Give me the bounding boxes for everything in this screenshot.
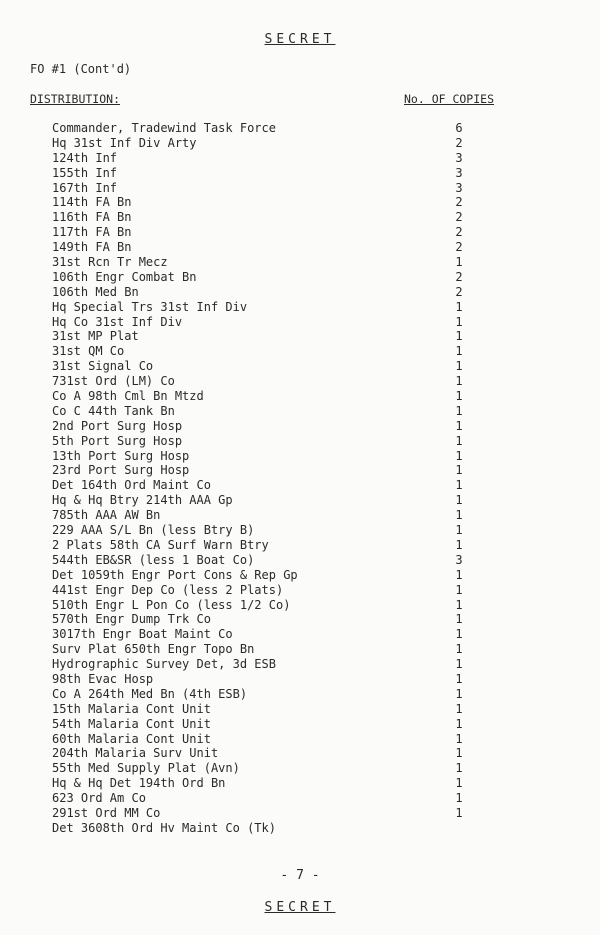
copies-count: 1	[455, 701, 463, 716]
unit-name: Co A 98th Cml Bn Mtzd	[52, 389, 204, 404]
unit-name: 623 Ord Am Co	[52, 791, 146, 806]
distribution-row	[0, 732, 600, 747]
distribution-list	[0, 121, 600, 836]
unit-name: 54th Malaria Cont Unit	[52, 716, 211, 731]
copies-count: 1	[455, 478, 463, 493]
copies-count: 1	[455, 686, 463, 701]
copies-count: 3	[455, 150, 463, 165]
distribution-row	[0, 315, 600, 330]
copies-count: 2	[455, 269, 463, 284]
copies-count: 1	[455, 627, 463, 642]
unit-name: Det 164th Ord Maint Co	[52, 478, 211, 493]
copies-count: 1	[455, 716, 463, 731]
distribution-row	[0, 121, 600, 136]
distribution-row	[0, 746, 600, 761]
copies-count: 1	[455, 359, 463, 374]
copies-count: 1	[455, 731, 463, 746]
distribution-row	[0, 627, 600, 642]
unit-name: 114th FA Bn	[52, 195, 132, 210]
distribution-row	[0, 538, 600, 553]
distribution-row	[0, 255, 600, 270]
distribution-row	[0, 776, 600, 791]
copies-count: 1	[455, 523, 463, 538]
copies-count: 1	[455, 314, 463, 329]
distribution-row	[0, 300, 600, 315]
unit-name: Hq Special Trs 31st Inf Div	[52, 299, 248, 314]
distribution-row	[0, 374, 600, 389]
unit-name: 106th Med Bn	[52, 284, 139, 299]
unit-name: 106th Engr Combat Bn	[52, 269, 197, 284]
copies-count: 1	[455, 671, 463, 686]
copies-count: 1	[455, 642, 463, 657]
copies-count: 1	[455, 508, 463, 523]
unit-name: 31st Rcn Tr Mecz	[52, 255, 168, 270]
copies-count: 2	[455, 210, 463, 225]
distribution-row	[0, 329, 600, 344]
unit-name: Det 1059th Engr Port Cons & Rep Gp	[52, 567, 298, 582]
distribution-row	[0, 702, 600, 717]
distribution-row	[0, 195, 600, 210]
distribution-row	[0, 434, 600, 449]
distribution-row	[0, 166, 600, 181]
distribution-row	[0, 419, 600, 434]
distribution-row	[0, 344, 600, 359]
unit-name: 149th FA Bn	[52, 240, 132, 255]
distribution-row	[0, 136, 600, 151]
unit-name: 13th Port Surg Hosp	[52, 448, 190, 463]
unit-name: Hq 31st Inf Div Arty	[52, 135, 197, 150]
distribution-row	[0, 791, 600, 806]
copies-count: 1	[455, 597, 463, 612]
copies-count: 6	[455, 121, 463, 135]
unit-name: 155th Inf	[52, 165, 118, 180]
distribution-row	[0, 359, 600, 374]
unit-name: 124th Inf	[52, 150, 118, 165]
distribution-row	[0, 821, 600, 836]
copies-count: 1	[455, 612, 463, 627]
unit-name: 204th Malaria Surv Unit	[52, 746, 219, 761]
unit-name: 23rd Port Surg Hosp	[52, 463, 190, 478]
distribution-row	[0, 285, 600, 300]
unit-name: Det 3608th Ord Hv Maint Co (Tk)	[52, 820, 276, 835]
unit-name: 785th AAA AW Bn	[52, 508, 161, 523]
distribution-row	[0, 672, 600, 687]
copies-count: 1	[455, 657, 463, 672]
distribution-row	[0, 657, 600, 672]
distribution-row	[0, 225, 600, 240]
unit-name: Commander, Tradewind Task Force	[52, 121, 276, 135]
copies-count: 1	[455, 776, 463, 791]
copies-count: 1	[455, 418, 463, 433]
unit-name: Hq Co 31st Inf Div	[52, 314, 183, 329]
classification-header: SECRET	[264, 32, 336, 47]
copies-count: 1	[455, 329, 463, 344]
copies-count: 1	[455, 493, 463, 508]
distribution-row	[0, 478, 600, 493]
unit-name: Co C 44th Tank Bn	[52, 403, 175, 418]
distribution-heading: DISTRIBUTION:	[30, 92, 121, 106]
copies-count: 1	[455, 791, 463, 806]
unit-name: 98th Evac Hosp	[52, 671, 154, 686]
copies-count: 2	[455, 195, 463, 210]
copies-count: 2	[455, 225, 463, 240]
copies-count: 1	[455, 389, 463, 404]
copies-count: 2	[455, 135, 463, 150]
distribution-row	[0, 761, 600, 776]
unit-name: 2nd Port Surg Hosp	[52, 418, 183, 433]
copies-count: 1	[455, 746, 463, 761]
distribution-row	[0, 553, 600, 568]
unit-name: Surv Plat 650th Engr Topo Bn	[52, 642, 255, 657]
unit-name: 291st Ord MM Co	[52, 805, 161, 820]
unit-name: 441st Engr Dep Co (less 2 Plats)	[52, 582, 284, 597]
distribution-row	[0, 612, 600, 627]
unit-name: Co A 264th Med Bn (4th ESB)	[52, 686, 248, 701]
field-order-reference: FO #1 (Cont'd)	[30, 62, 132, 76]
unit-name: 544th EB&SR (less 1 Boat Co)	[52, 552, 255, 567]
copies-count: 1	[455, 805, 463, 820]
distribution-row	[0, 523, 600, 538]
unit-name: 31st Signal Co	[52, 359, 154, 374]
unit-name: 2 Plats 58th CA Surf Warn Btry	[52, 537, 269, 552]
unit-name: 570th Engr Dump Trk Co	[52, 612, 211, 627]
unit-name: Hq & Hq Btry 214th AAA Gp	[52, 493, 233, 508]
copies-count: 1	[455, 761, 463, 776]
unit-name: Hq & Hq Det 194th Ord Bn	[52, 776, 226, 791]
copies-count: 1	[455, 448, 463, 463]
copies-count: 1	[455, 374, 463, 389]
distribution-row	[0, 598, 600, 613]
distribution-row	[0, 240, 600, 255]
unit-name: 167th Inf	[52, 180, 118, 195]
distribution-row	[0, 687, 600, 702]
copies-count: 1	[455, 537, 463, 552]
distribution-row	[0, 508, 600, 523]
distribution-row	[0, 404, 600, 419]
copies-count: 1	[455, 463, 463, 478]
copies-count: 1	[455, 433, 463, 448]
copies-count: 2	[455, 284, 463, 299]
distribution-row	[0, 568, 600, 583]
distribution-row	[0, 463, 600, 478]
distribution-row	[0, 493, 600, 508]
copies-count: 3	[455, 180, 463, 195]
distribution-row	[0, 642, 600, 657]
unit-name: Hydrographic Survey Det, 3d ESB	[52, 657, 276, 672]
distribution-row	[0, 583, 600, 598]
unit-name: 31st MP Plat	[52, 329, 139, 344]
distribution-row	[0, 270, 600, 285]
copies-count: 1	[455, 255, 463, 270]
distribution-row	[0, 717, 600, 732]
unit-name: 117th FA Bn	[52, 225, 132, 240]
distribution-row	[0, 181, 600, 196]
page-number: - 7 -	[280, 868, 320, 883]
distribution-row	[0, 449, 600, 464]
classification-footer: SECRET	[264, 900, 336, 915]
copies-count: 1	[455, 582, 463, 597]
distribution-row	[0, 151, 600, 166]
distribution-row	[0, 210, 600, 225]
copies-count: 1	[455, 567, 463, 582]
unit-name: 60th Malaria Cont Unit	[52, 731, 211, 746]
copies-count: 1	[455, 403, 463, 418]
copies-column-heading: No. OF COPIES	[404, 92, 495, 106]
unit-name: 229 AAA S/L Bn (less Btry B)	[52, 523, 255, 538]
copies-count: 1	[455, 344, 463, 359]
copies-count: 3	[455, 165, 463, 180]
unit-name: 510th Engr L Pon Co (less 1/2 Co)	[52, 597, 291, 612]
unit-name: 55th Med Supply Plat (Avn)	[52, 761, 240, 776]
unit-name: 731st Ord (LM) Co	[52, 374, 175, 389]
unit-name: 116th FA Bn	[52, 210, 132, 225]
unit-name: 3017th Engr Boat Maint Co	[52, 627, 233, 642]
unit-name: 31st QM Co	[52, 344, 125, 359]
unit-name: 15th Malaria Cont Unit	[52, 701, 211, 716]
distribution-row	[0, 806, 600, 821]
distribution-row	[0, 389, 600, 404]
unit-name: 5th Port Surg Hosp	[52, 433, 183, 448]
copies-count: 2	[455, 240, 463, 255]
copies-count: 3	[455, 552, 463, 567]
copies-count: 1	[455, 299, 463, 314]
